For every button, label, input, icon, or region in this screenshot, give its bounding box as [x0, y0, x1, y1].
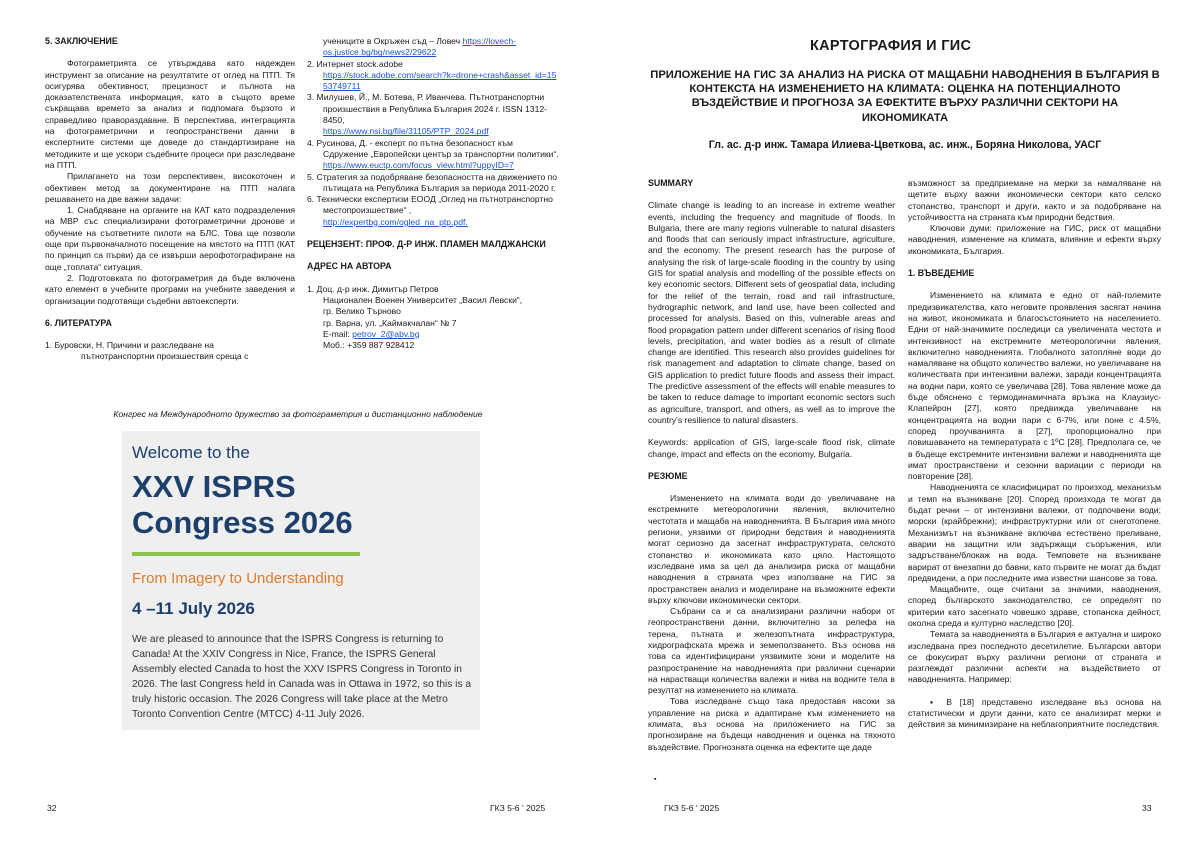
address-line: 1. Доц. д-р инж. Димитър Петров: [307, 283, 439, 294]
intro-paragraph: Наводненията се класифицират по произход, механизъм и темп на възникване [20]. Според произхода те могат да бъдат речни – от интензивни валежи, от подпочвени води; морски (крайбрежни); инфраструктурни или от снеготопене. Механизмът на възникване включва естествено преливане, аварии на защитни или задържащи съоръжения, или задръстване/блокаж на вода. Темповете на възникване варират от внезапни до бавни, като първите не могат да бъдат предвидени, а при последните има известни шансове за това.: [908, 482, 1161, 583]
advert-date: 4 –11 July 2026: [132, 599, 255, 618]
reference-item: 2. Интернет stock.adobe: [307, 58, 403, 69]
left-column-2: [307, 36, 559, 351]
reference-item: 3. Милушев, Й., М. Ботева, Р. Иванчева. Пътнотранспортни произшествия в Република България 2024 г. ISSN 1312-8450,: [307, 92, 548, 126]
page-number: 33: [1142, 803, 1152, 813]
reference-link[interactable]: https://www.euctp.com/focus_view.html?uppyID=7: [323, 160, 514, 171]
address-line: гр. Велико Търново: [323, 306, 401, 317]
isprs-congress-advert: [122, 431, 480, 730]
conclusion-heading: 5. ЗАКЛЮЧЕНИЕ: [45, 36, 118, 46]
resume-continuation: възможност за предприемане на мерки за намаляване на щетите върху важни икономически сектори като селско стопанство, транспорт и други, както и за подобряване на устойчивостта на страната към природни бедствия.: [908, 178, 1161, 222]
advert-welcome: Welcome to the: [132, 443, 250, 462]
reference-link[interactable]: https://stock.adobe.com/search?k=drone+crash&asset_id=1553749711: [323, 69, 557, 92]
resume-heading: РЕЗЮМЕ: [648, 470, 688, 481]
resume-paragraph: Събрани са и са анализирани различни набори от геопространствени данни, включително за релефа на терена, пътната и железопътната инфраструктура, хидрографската мрежа и земеползването. Въз основа на това са идентифицирани уязвимите зони и моделите на разпространение на наводненията при различни сценарии на нарастващи количества валежи и нива на водните тела в резултат на изменението на климата.: [648, 606, 895, 696]
article-title: ПРИЛОЖЕНИЕ НА ГИС ЗА АНАЛИЗ НА РИСКА ОТ МАЩАБНИ НАВОДНЕНИЯ В БЪЛГАРИЯ В КОНТЕКСТА НА ИЗМЕНЕНИЕТО НА КЛИМАТА: ОЦЕНКА НА ПОТЕНЦИАЛНОТО ВЪЗДЕЙСТВИЕ И ПРОГНОЗА ЗА ЕФЕКТИТЕ ВЪРХУ РАЗЛИЧНИ СЕКТОРИ НА ИКОНОМИКАТА: [650, 69, 1160, 124]
literature-heading: 6. ЛИТЕРАТУРА: [45, 317, 112, 328]
reference-item: 1. Буровски, Н. Причини и разследване на: [45, 340, 214, 351]
reference-link[interactable]: http://expertbg.com/ogled_na_ptp.pdf.: [323, 216, 468, 227]
intro-paragraph: Изменението на климата е едно от най-големите предизвикателства, като неговите проявления засягат начина на живот, икономиката и благосъстоянието на населението. Едни от най-значимите последици са увеличената честота и интензивност на екстремните метеорологични явления, включително наводненията. Глобалното затопляне води до намаляване на общото количество валежи, но увеличаване на количествата при интензивни валежи, заради концентрацията на водни пари, която се увеличава [28]. Това явление може да бъде обяснено с термодинамичната връзка на Клаузиус-Клапейрон [27], която предвижда увеличаване на концентрацията на водни пари с 6-7%, или поне с 4.5%, според проучванията в [27], пропорционално при повишаването на температурата с 1ºC [28]. Предполага се, че в бъдеще екстремните интензивни валежи и наводненията ще имат пространствени и сезонни вариации с периоди на повторение [28].: [908, 290, 1161, 482]
advert-title: Congress 2026: [132, 505, 353, 540]
address-email: E-mail: petrov_2@abv.bg: [323, 328, 420, 339]
conclusion-paragraph: 2. Подготовката по фотограметрия да бъде включена като елемент в учебните програми на учебните заведения и организации подготвящи съдебни автоексперти.: [45, 272, 295, 306]
right-column-1: [648, 178, 895, 753]
reference-item: пътнотранспортни произшествия среща с: [81, 351, 249, 362]
intro-paragraph: Темата за наводненията в България е актуална и широко изследвана през последното десетилетие. Български автори се фокусират върху различни региони от страната и разглеждат различни аспекти на въздействието от наводненията. Например:: [908, 629, 1161, 685]
resume-paragraph: Изменението на климата води до увеличаване на екстремните метеорологични явления, включително честотата и мащаба на наводненията. В България има много региони, уязвими от природни бедствия и наводненията могат сериозно да засегнат инфраструктурата, селското стопанство и икономиката като цяло. Настоящото изследване има за цел да анализира риска от мащабни наводнения в страната чрез използване на ГИС за пространствен анализ и моделиране на възможните ефекти върху ключови икономически сектори.: [648, 493, 895, 605]
left-column-1: [45, 36, 295, 363]
right-column-2: [908, 178, 1161, 731]
address-line: Национален Военен Университет „Васил Левски“,: [323, 294, 523, 305]
reference-item: 4. Русинова, Д. - експерт по пътна безопасност към Сдружение „Европейски център за транспортни политики“.: [307, 137, 559, 159]
email-link[interactable]: petrov_2@abv.bg: [352, 328, 420, 339]
advert-subtitle: From Imagery to Understanding: [132, 570, 344, 587]
conclusion-paragraph: Прилагането на този перспективен, високоточен и обективен метод за документиране на ПТП налага решаването на две важни задачи:: [45, 171, 295, 204]
reference-item: 5. Стратегия за подобряване безопасността на движението по пътищата на Република България за периода 2011-2020 г.: [307, 171, 558, 193]
address-phone: Моб.: +359 887 928412: [323, 340, 415, 351]
journal-footer: ГКЗ 5-6 ' 2025: [664, 803, 720, 813]
reference-item: [307, 36, 559, 59]
address-line: гр. Варна, ул. „Каймакчалан“ № 7: [323, 317, 457, 328]
summary-text: Climate change is leading to an increase in extreme weather events, including the frequency and magnitude of floods. In Bulgaria, there are many regions vulnerable to natural disasters and floods that can seriously impact infrastructure, agriculture, and the economy. The present research has the purpose of analysing the risk of large-scale flooding in the country by using GIS for spatial analysis and modelling of the possible effects on key economic sectors. Different sets of geospatial data, including for the relief of the terrain, road and rail infrastructure, hydrographic network, and land use, have been collected and processed for analysis. Based on this, vulnerable areas and flood propagation pattern under different scenarios of rising flood levels, precipitation, and water bodies as a result of climate change are identified. This research also provides guidelines for risk management and adaptation to climate change, based on GIS application to predict future floods and assess their impact. The predictive assessment of the effects will enable measures to be taken to reduce damage to important economic sectors such as agriculture, transport, and others, as well as to improve the country's resilience to natural disasters.: [648, 200, 895, 425]
bullet-item: ▪ В [18] представено изследване въз основа на статистически и други данни, като се анализират мерки и действия за минимизиране на неблагоприятните последствия.: [908, 696, 1161, 730]
summary-heading: SUMMARY: [648, 178, 694, 188]
reference-item: 6. Технически експертизи ЕООД „Оглед на пътнотранспортно местопроизшествие“ ,: [307, 194, 553, 216]
bullet-marker: ▪: [654, 776, 657, 783]
reference-text: учениците в Окръжен съд – Ловеч: [323, 36, 461, 46]
reference-link[interactable]: https://www.nsi.bg/file/31105/PTP_2024.pdf: [323, 126, 489, 137]
intro-heading: 1. ВЪВЕДЕНИЕ: [908, 268, 975, 279]
keywords-bg: Ключови думи: приложение на ГИС, риск от мащабни наводнения, изменение на климата, влияние и ефекти върху икономиката, България.: [908, 223, 1161, 256]
advert-title: XXV ISPRS: [132, 469, 296, 504]
advert-divider: [132, 552, 360, 556]
conclusion-paragraph: 1. Снабдяване на органите на КАТ като подразделения на МВР със специализирани фотограметрични дронове и обучение на съответните пилоти на БЛС. Това ще позволи още при първоначалното посещение на мястото на ПТП (КАТ по принцип са първи) да се извърши аерофотографиране на още „топлата“ ситуация.: [45, 205, 295, 272]
page-number: 32: [47, 803, 57, 813]
figure-caption: Конгрес на Международното дружество за фотограметрия и дистанционно наблюдение: [113, 409, 483, 419]
keywords-text: Keywords: application of GIS, large-scale flood risk, climate change, impact and effects on the economy, Bulgaria.: [648, 437, 895, 459]
reference-link[interactable]: https://lovech-os.justice.bg/bg/news2/29622: [323, 36, 517, 58]
article-authors: Гл. ас. д-р инж. Тамара Илиева-Цветкова, ас. инж., Боряна Николова, УАСГ: [708, 139, 1102, 151]
advert-body: We are pleased to announce that the ISPRS Congress is returning to Canada! At the XXIV Congress in Nice, France, the ISPRS General Assembly elected Canada to host the XXV ISPRS Congress in Toronto in 2026. The last Congress held in Canada was in Ottawa in 1972, so this is a truly historic occasion. The 2026 Congress will take place at the Metro Toronto Convention Centre (MTCC) 4-11 July 2026.: [132, 634, 472, 720]
conclusion-paragraph: Фотограметрията се утвърждава като надежден инструмент за описание на резултатите от оглед на ПТП. Тя осигурява обективност, прецизност и пълнота на доказателствената информация, като в същото време съкращава времето за анализ и подпомага бързото и справедливо правораздаване. В перспектива, интеграцията на фотограметрични и геопространствени данни в експертните системи ще доведе до стандартизиране на методиките и ще ускори съдебните процеси при разследване на ПТП.: [45, 58, 295, 170]
intro-paragraph: Мащабните, още считани за значими, наводнения, според българското законодателство, се определят по критерии като засегнато човешко здраве, стопанска дейност, околна среда и културно наследство [20].: [908, 584, 1161, 628]
journal-footer: ГКЗ 5-6 ' 2025: [490, 803, 546, 813]
author-address-heading: АДРЕС НА АВТОРА: [307, 261, 392, 272]
resume-paragraph: Това изследване също така предоставя насоки за управление на риска и адаптиране към изменението на климата, въз основа на приложението на ГИС за прогнозиране на бъдещи наводнения и оценка на тяхното въздействие. Прогнозната оценка на ефектите ще даде: [648, 696, 895, 752]
section-banner: КАРТОГРАФИЯ И ГИС: [810, 38, 972, 54]
reviewer-line: РЕЦЕНЗЕНТ: ПРОФ. Д-Р ИНЖ. ПЛАМЕН МАЛДЖАНСКИ: [307, 239, 546, 250]
